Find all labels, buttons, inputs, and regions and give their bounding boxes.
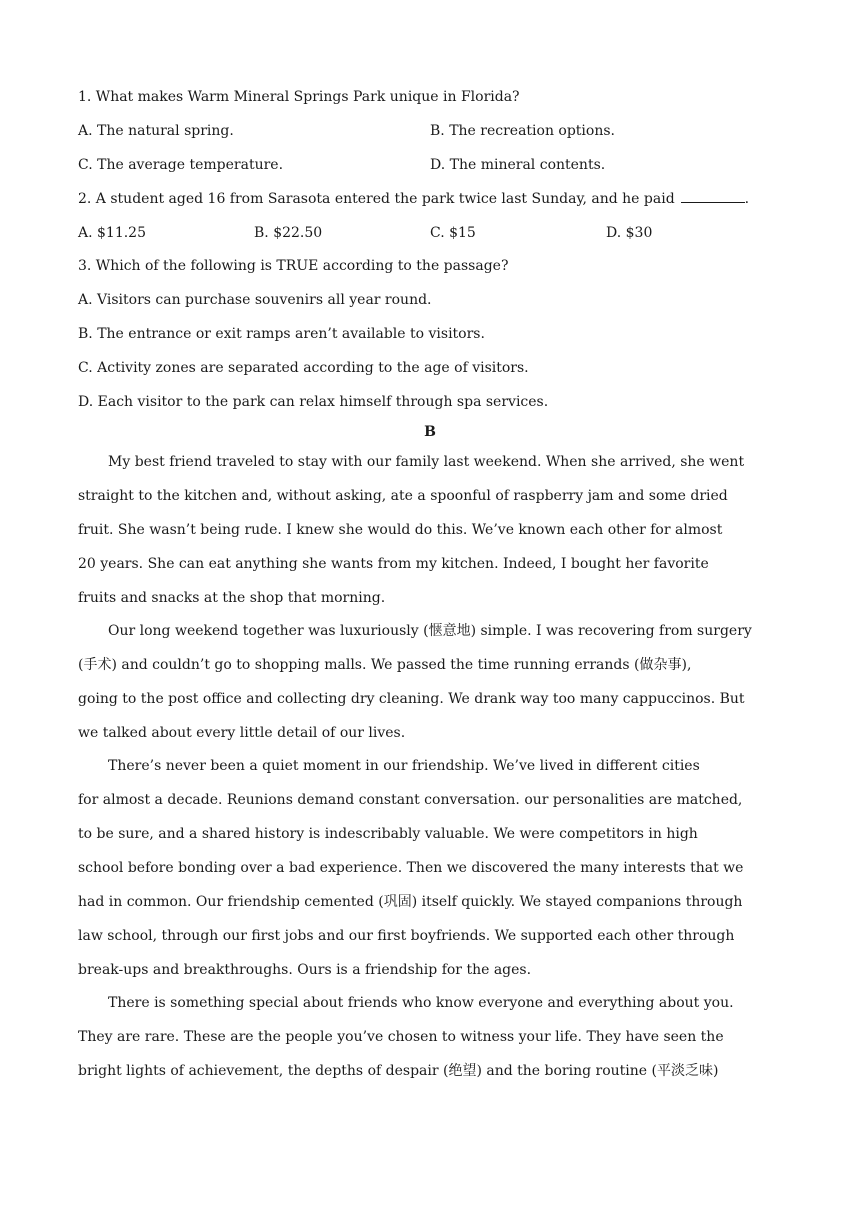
paragraph-line: for almost a decade. Reunions demand constant conversation. our personalities are matched, bbox=[78, 792, 743, 808]
answer-blank bbox=[681, 190, 745, 203]
question-3-option-b: B. The entrance or exit ramps aren’t available to visitors. bbox=[78, 326, 485, 342]
paragraph-line: to be sure, and a shared history is indescribably valuable. We were competitors in high bbox=[78, 826, 698, 842]
question-2-stem-end: . bbox=[744, 191, 750, 207]
section-title: B bbox=[424, 424, 436, 440]
paragraph-line: break-ups and breakthroughs. Ours is a friendship for the ages. bbox=[78, 962, 532, 978]
paragraph-line: had in common. Our friendship cemented (巩固) itself quickly. We stayed companions through bbox=[78, 894, 743, 910]
paragraph-line: There’s never been a quiet moment in our friendship. We’ve lived in different cities bbox=[108, 758, 700, 774]
question-2-option-c: C. $15 bbox=[430, 225, 476, 241]
question-2-option-d: D. $30 bbox=[606, 225, 653, 241]
question-3-stem: 3. Which of the following is TRUE according to the passage? bbox=[78, 258, 509, 274]
question-1-option-d: D. The mineral contents. bbox=[430, 157, 606, 173]
question-2-stem-line bbox=[78, 190, 778, 208]
paragraph-3 bbox=[78, 757, 778, 995]
question-1-stem: 1. What makes Warm Mineral Springs Park unique in Florida? bbox=[78, 89, 520, 105]
question-2-option-a: A. $11.25 bbox=[78, 225, 146, 241]
question-1-option-c: C. The average temperature. bbox=[78, 157, 284, 173]
paragraph-line: There is something special about friends who know everyone and everything about you. bbox=[108, 995, 734, 1011]
paragraph-line: Our long weekend together was luxuriously (惬意地) simple. I was recovering from surgery bbox=[108, 623, 752, 639]
paragraph-line: law school, through our first jobs and our first boyfriends. We supported each other through bbox=[78, 928, 735, 944]
paragraph-line: we talked about every little detail of our lives. bbox=[78, 725, 406, 741]
paragraph-line: My best friend traveled to stay with our family last weekend. When she arrived, she went bbox=[108, 454, 745, 470]
paragraph-line: They are rare. These are the people you’ve chosen to witness your life. They have seen the bbox=[78, 1029, 724, 1045]
paragraph-line: going to the post office and collecting dry cleaning. We drank way too many cappuccinos. But bbox=[78, 691, 745, 707]
question-3-option-c: C. Activity zones are separated according to the age of visitors. bbox=[78, 360, 529, 376]
question-3-option-d: D. Each visitor to the park can relax himself through spa services. bbox=[78, 394, 549, 410]
question-1-option-a: A. The natural spring. bbox=[78, 123, 234, 139]
question-2-stem: 2. A student aged 16 from Sarasota entered the park twice last Sunday, and he paid bbox=[78, 191, 675, 207]
paragraph-line: (手术) and couldn’t go to shopping malls. We passed the time running errands (做杂事), bbox=[78, 657, 692, 673]
question-3-option-a: A. Visitors can purchase souvenirs all year round. bbox=[78, 292, 432, 308]
paragraph-1 bbox=[78, 453, 778, 623]
paragraph-line: school before bonding over a bad experience. Then we discovered the many interests that we bbox=[78, 860, 744, 876]
paragraph-line: 20 years. She can eat anything she wants from my kitchen. Indeed, I bought her favorite bbox=[78, 556, 709, 572]
paragraph-line: fruits and snacks at the shop that morning. bbox=[78, 590, 386, 606]
paragraph-line: fruit. She wasn’t being rude. I knew she would do this. We’ve known each other for almost bbox=[78, 522, 723, 538]
paragraph-line: bright lights of achievement, the depths of despair (绝望) and the boring routine (平淡乏味) bbox=[78, 1063, 719, 1079]
question-2-option-b: B. $22.50 bbox=[254, 225, 323, 241]
question-1-option-b: B. The recreation options. bbox=[430, 123, 615, 139]
paragraph-line: straight to the kitchen and, without asking, ate a spoonful of raspberry jam and some dried bbox=[78, 488, 728, 504]
paragraph-4 bbox=[78, 994, 778, 1096]
paragraph-2 bbox=[78, 622, 778, 758]
